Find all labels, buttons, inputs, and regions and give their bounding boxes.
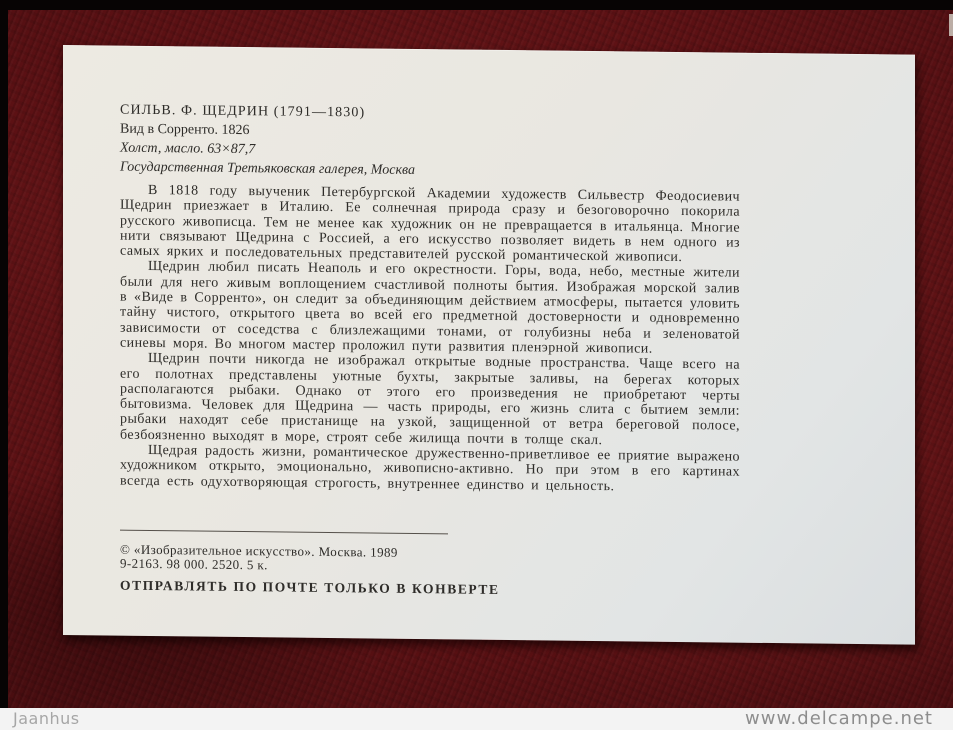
description-text <box>120 183 740 496</box>
artwork-museum: Государственная Третьяковская галерея, Москва <box>120 159 415 178</box>
watermark-jaanhus: Jaanhus <box>13 709 80 728</box>
leather-background <box>8 10 953 708</box>
postcard-back <box>63 45 915 645</box>
print-run-line: 9-2163. 98 000. 2520. 5 к. <box>120 555 268 572</box>
postcard <box>63 45 915 645</box>
watermark-bar <box>0 708 953 730</box>
artist-name: СИЛЬВ. Ф. ЩЕДРИН (1791—1830) <box>120 102 366 121</box>
paragraph: Щедрая радость жизни, романтическое дружественно-приветливое ее приятие выражено художником открыто, эмоционально, живописно-активно. Но при этом в его картинах всегда есть одухотворяющая строгость, внутреннее единство и цельность. <box>120 443 740 494</box>
divider-line <box>120 530 448 535</box>
paragraph: Щедрин почти никогда не изображал открытые водные пространства. Чаще всего на его полотнах представлены уютные бухты, закрытые заливы, на берегах которых располагаются рыбаки. Однако от этого его произведения не приобретают черты бытовизма. Человек для Щедрина — часть природы, его жизнь слита с бытием земли: рыбаки находят себе пристанище на узкой, защищенной от ветра береговой полосе, безбоязненно выходят в море, строят себе жилища почти в толще скал. <box>120 351 740 448</box>
paragraph: В 1818 году выученик Петербургской Академии художеств Сильвестр Феодосиевич Щедрин приезжает в Италию. Ее солнечная природа сразу и безоговорочно покорила русского живописца. Тем не менее как художник он не превращается в итальянца. Многие нити связывают Щедрина с Россией, а его искусство позволяет видеть в нем одного из самых ярких и последовательных представителей русской романтической живописи. <box>120 182 740 266</box>
artwork-medium: Холст, масло. 63×87,7 <box>120 140 256 158</box>
publisher-imprint <box>120 543 620 576</box>
artwork-caption <box>120 101 760 184</box>
watermark-delcampe: www.delcampe.net <box>745 708 933 729</box>
postal-notice: ОТПРАВЛЯТЬ ПО ПОЧТЕ ТОЛЬКО В КОНВЕРТЕ <box>120 577 500 597</box>
artwork-title: Вид в Сорренто. 1826 <box>120 121 250 139</box>
copyright-line: © «Изобразительное искусство». Москва. 1989 <box>120 541 398 560</box>
paragraph: Щедрин любил писать Неаполь и его окрестности. Горы, вода, небо, местные жители были для него живым воплощением счастливой полноты бытия. Изображая морской залив в «Виде в Сорренто», он следит за объединяющим действием атмосферы, пытается уловить тайну чистого, открытого цвета во всей его предметной достоверности и одновременно зависимости от соседства с близлежащими тонами, от голубизны неба и зеленоватой синевы моря. Во многом мастер проложил пути развития пленэрной живописи. <box>120 259 740 357</box>
edge-sliver <box>949 14 953 36</box>
